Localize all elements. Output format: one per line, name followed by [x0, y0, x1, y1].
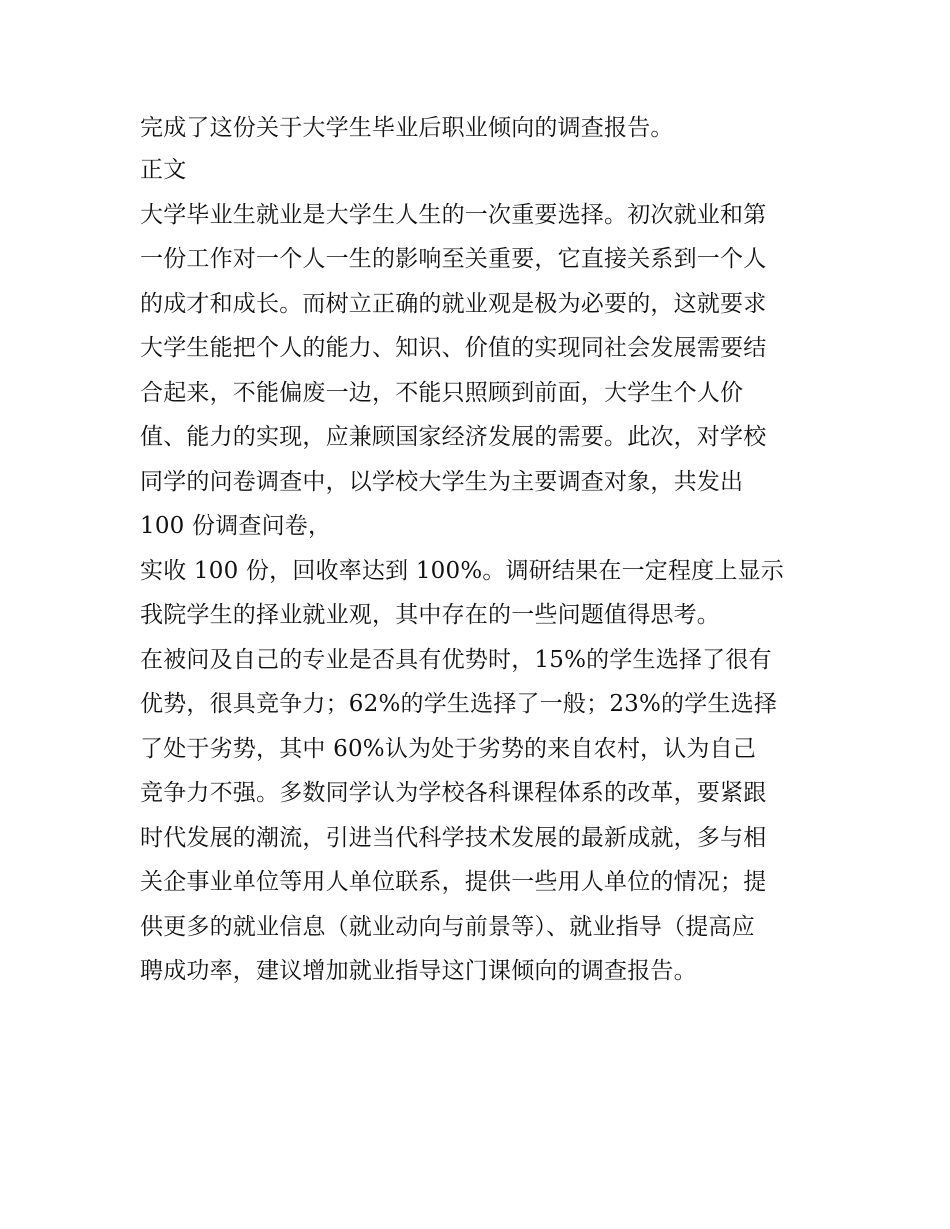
- text-line: 优势，很具竞争力；62%的学生选择了一般；23%的学生选择: [140, 691, 778, 717]
- text-line: 值、能力的实现，应兼顾国家经济发展的需要。此次，对学校: [140, 424, 767, 450]
- section-heading: 正文: [140, 157, 187, 183]
- text-line: 在被问及自己的专业是否具有优势时，15%的学生选择了很有: [140, 646, 772, 673]
- text-line: 时代发展的潮流，引进当代科学技术发展的最新成就，多与相: [140, 824, 767, 851]
- text-line: 实收 100 份，回收率达到 100%。调研结果在一定程度上显示: [140, 557, 784, 584]
- text-line: 一份工作对一个人一生的影响至关重要，它直接关系到一个人: [140, 246, 767, 272]
- text-line: 我院学生的择业就业观，其中存在的一些问题值得思考。: [140, 602, 720, 628]
- text-line: 了处于劣势，其中 60%认为处于劣势的来自农村，认为自己: [140, 735, 757, 762]
- body-text: [140, 108, 820, 994]
- text-line: 竞争力不强。多数同学认为学校各科课程体系的改革，要紧跟: [140, 780, 767, 806]
- text-line: 的成才和成长。而树立正确的就业观是极为必要的，这就要求: [140, 290, 767, 317]
- text-line: 供更多的就业信息（就业动向与前景等）、就业指导（提高应: [140, 913, 755, 940]
- text-line: 同学的问卷调查中，以学校大学生为主要调查对象，共发出: [140, 468, 744, 495]
- text-line: 大学毕业生就业是大学生人生的一次重要选择。初次就业和第: [140, 201, 767, 228]
- text-line: 关企事业单位等用人单位联系，提供一些用人单位的情况；提: [140, 869, 767, 895]
- text-line: 合起来，不能偏废一边，不能只照顾到前面，大学生个人价: [140, 379, 744, 406]
- text-line: 100 份调查问卷，: [140, 513, 332, 539]
- text-line: 大学生能把个人的能力、知识、价值的实现同社会发展需要结: [140, 335, 767, 361]
- text-line: 完成了这份关于大学生毕业后职业倾向的调查报告。: [140, 115, 674, 141]
- text-line: 聘成功率，建议增加就业指导这门课倾向的调查报告。: [140, 958, 697, 984]
